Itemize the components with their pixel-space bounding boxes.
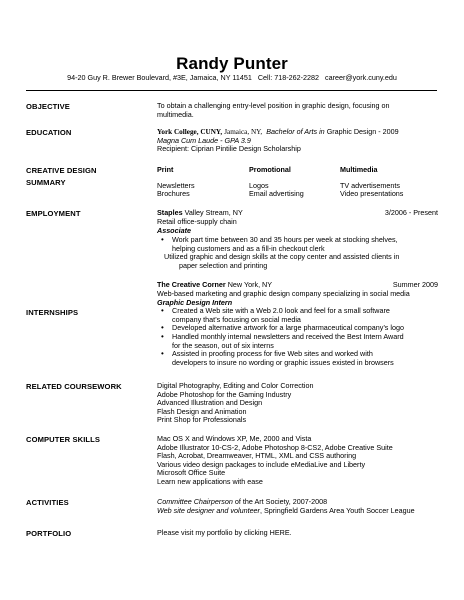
list-item: • Handled monthly internal newsletters and received the Best Intern Award for the season, out of six interns <box>161 331 404 350</box>
bullet-icon: • <box>161 235 164 245</box>
list-item: • Created a Web site with a Web 2.0 look and feel for a small software company that’s focusing on social media <box>161 306 390 324</box>
course-item: Print Shop for Professionals <box>157 415 247 425</box>
section-heading-creative-design-summary: CREATIVE DESIGN SUMMARY <box>26 166 97 187</box>
employer-row <box>157 281 438 290</box>
summary-item: Logos <box>249 180 269 190</box>
summary-column-promotional: Promotional Logos Email advertising <box>249 165 304 199</box>
summary-item: Video presentations <box>340 189 404 199</box>
course-item: Adobe Photoshop for the Gaming Industry <box>157 389 292 399</box>
skill-item: Mac OS X and Windows XP, Me, 2000 and Vista <box>157 434 312 443</box>
header-divider <box>26 90 437 91</box>
employment-dates: 3/2006 - Present <box>384 208 438 217</box>
summary-item: Email advertising <box>249 189 304 199</box>
address: 94-20 Guy R. Brewer Boulevard, #3E, Jamaica, NY 11451 <box>67 73 252 82</box>
bullet-icon: • <box>161 331 164 341</box>
section-heading-activities: ACTIVITIES <box>26 498 69 507</box>
skill-item: Learn new applications with ease <box>157 476 263 486</box>
summary-item: TV advertisements <box>340 180 400 190</box>
skill-item: Adobe Illustrator 10-CS-2, Adobe Photoshop 8-CS2, Adobe Creative Suite <box>157 442 393 452</box>
degree-field: Graphic Design - 2009 <box>326 127 399 136</box>
duty-list <box>157 236 438 253</box>
list-item: • Work part time between 30 and 35 hours per week at stocking shelves, helping customers and as a fill-in checkout clerk <box>161 235 398 253</box>
internship-dates: Summer 2009 <box>392 280 438 289</box>
activity-item: Web site designer and volunteer, Springfield Gardens Area Youth Soccer League <box>157 505 415 515</box>
scholarship: Recipient: Ciprian Pintilie Design Scholarship <box>157 144 301 154</box>
employer-location: New York, NY <box>227 280 273 289</box>
employer-description: Retail office-supply chain <box>157 217 237 226</box>
section-heading-related-coursework: RELATED COURSEWORK <box>26 382 122 391</box>
summary-item: Newsletters <box>157 180 195 190</box>
bullet-icon: • <box>161 349 164 359</box>
portfolio-link[interactable]: Please visit my portfolio by clicking HERE. <box>157 528 292 537</box>
objective-line: To obtain a challenging entry-level position in graphic design, focusing on <box>157 101 390 110</box>
section-heading-employment: EMPLOYMENT <box>26 209 81 218</box>
honors: Magna Cum Laude - GPA 3.9 <box>157 135 251 145</box>
section-heading-portfolio: PORTFOLIO <box>26 529 72 538</box>
skill-item: Microsoft Office Suite <box>157 468 226 478</box>
course-item: Flash Design and Animation <box>157 406 247 416</box>
section-heading-objective: OBJECTIVE <box>26 102 70 111</box>
employer-location: Valley Stream, NY <box>184 208 243 217</box>
employer-name: Staples <box>157 208 183 217</box>
contact-line <box>0 73 464 82</box>
employment-extra: Utilized graphic and design skills at the copy center and assisted clients in paper selection and printing <box>164 252 400 270</box>
bullet-icon: • <box>161 323 164 333</box>
cell-phone: Cell: 718-262-2282 <box>257 73 319 82</box>
summary-column-multimedia: Multimedia TV advertisements Video presentations <box>340 165 404 199</box>
degree-prefix: Bachelor of Arts in <box>266 127 325 136</box>
duty-list <box>157 307 438 367</box>
school-name: York College, CUNY, <box>157 128 223 136</box>
summary-column-print: Print Newsletters Brochures <box>157 165 195 199</box>
section-heading-internships: INTERNSHIPS <box>26 308 79 317</box>
list-item: • Developed alternative artwork for a large pharmaceutical company’s logo <box>161 323 404 333</box>
job-title: Associate <box>157 225 191 235</box>
course-item: Digital Photography, Editing and Color Correction <box>157 381 314 390</box>
section-heading-education: EDUCATION <box>26 128 72 137</box>
employer-row <box>157 209 438 218</box>
school-location: Jamaica, NY, <box>224 128 263 136</box>
skill-item: Various video design packages to include eMediaLive and Liberty <box>157 459 366 469</box>
summary-item: Brochures <box>157 189 190 199</box>
section-heading-computer-skills: COMPUTER SKILLS <box>26 435 101 444</box>
email-address[interactable]: career@york.cuny.edu <box>324 73 397 82</box>
bullet-icon: • <box>161 306 164 316</box>
employer-description: Web-based marketing and graphic design company specializing in social media <box>157 289 410 298</box>
job-title: Graphic Design Intern <box>157 297 233 307</box>
course-item: Advanced Illustration and Design <box>157 398 263 408</box>
objective-line: multimedia. <box>157 109 194 119</box>
list-item: • Assisted in proofing process for five Web sites and worked with developers to insure no wording or graphic issues existed in browsers <box>161 349 394 367</box>
candidate-name: Randy Punter <box>176 54 288 73</box>
employer-name: The Creative Corner <box>157 280 226 289</box>
activity-item: Committee Chairperson of the Art Society, 2007-2008 <box>157 497 328 506</box>
skill-item: Flash, Acrobat, Dreamweaver, HTML, XML and CSS authoring <box>157 451 357 461</box>
